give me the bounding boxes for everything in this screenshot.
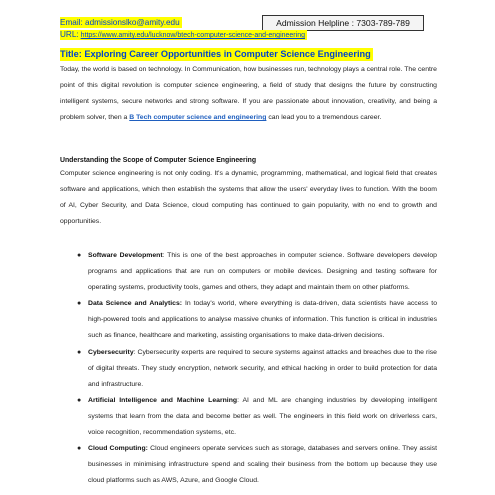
bullet-text: In today's world, where everything is data-driven, data scientists have access to high-powered tools and applications to analyse massive chunks of information. This function is critical in industries such as finance, healthcare and marketing, assisting organisations to make data-driven decisions. (88, 300, 437, 340)
bullet-icon: ● (77, 252, 82, 259)
section-heading: Understanding the Scope of Computer Science Engineering (60, 157, 257, 164)
program-url-link[interactable]: https://www.amity.edu/lucknow/btech-computer-science-and-engineering (80, 32, 305, 39)
career-bullet-list (60, 248, 437, 489)
bullet-icon: ● (77, 445, 82, 453)
url-line (60, 30, 307, 40)
intro-text-end: can lead you to a tremendous career. (266, 114, 382, 121)
url-label: URL: (60, 30, 79, 39)
intro-paragraph (60, 62, 437, 126)
btech-cse-link[interactable]: B Tech computer science and engineering (129, 114, 267, 121)
admission-helpline-box: Admission Helpline : 7303-789-789 (262, 15, 424, 31)
bullet-term: Data Science and Analytics: (88, 300, 183, 308)
email-label: Email: (60, 18, 83, 27)
bullet-term: Software Development (88, 252, 163, 259)
list-item (60, 441, 437, 489)
bullet-icon: ● (77, 300, 82, 308)
bullet-text: Cloud engineers operate services such as storage, databases and servers online. They assist businesses in minimising infrastructure spend and scaling their business from the bottom up because they use cloud platforms such as AWS, Azure, and Google Cloud. (88, 445, 437, 485)
bullet-term: Artificial Intelligence and Machine Learning (88, 396, 238, 404)
list-item (60, 345, 437, 393)
section-paragraph: Computer science engineering is not only coding. It's a dynamic, programming, mathematical, and logical field that creates software and applications, which then establish the systems that allow the users' everyday lives to function. With the boom of AI, Cyber Security, and Data Science, cloud computing has continued to gain popularity, with no end to growth and opportunities. (60, 170, 437, 225)
email-line (60, 17, 182, 28)
bullet-text: : This is one of the best approaches in computer science. Software developers develop programs and applications that are run on computers or mobile devices. Designing and testing software for operating systems, productivity tools, games and others, they adapt and maintain them on other platforms. (88, 252, 437, 292)
bullet-text: : Cybersecurity experts are required to secure systems against attacks and breaches due to the rise of digital threats. They study encryption, network security, and ethical hacking in order to build protection for data and infrastructure. (88, 348, 437, 388)
bullet-term: Cloud Computing: (88, 445, 148, 453)
bullet-term: Cybersecurity (88, 348, 134, 356)
email-address[interactable]: admissionslko@amity.edu (85, 18, 180, 27)
bullet-icon: ● (77, 396, 82, 404)
list-item (60, 248, 437, 296)
intro-text: Today, the world is based on technology. In Communication, how businesses run, technology plays a central role. The centre point of this digital revolution is computer science engineering, a field of study that designs the future by constructing intelligent systems, secure networks and strong software. If you are passionate about innovation, creativity, and being a problem solver, then a (60, 66, 437, 121)
list-item (60, 296, 437, 344)
bullet-icon: ● (77, 348, 82, 356)
bullet-text: : AI and ML are changing industries by developing intelligent systems that learn from the data and become better as well. The engineers in this field work on driverless cars, voice recognition, recommendation systems, etc. (88, 396, 437, 437)
page-title: Title: Exploring Career Opportunities in Computer Science Engineering (60, 49, 371, 59)
list-item (60, 393, 437, 441)
